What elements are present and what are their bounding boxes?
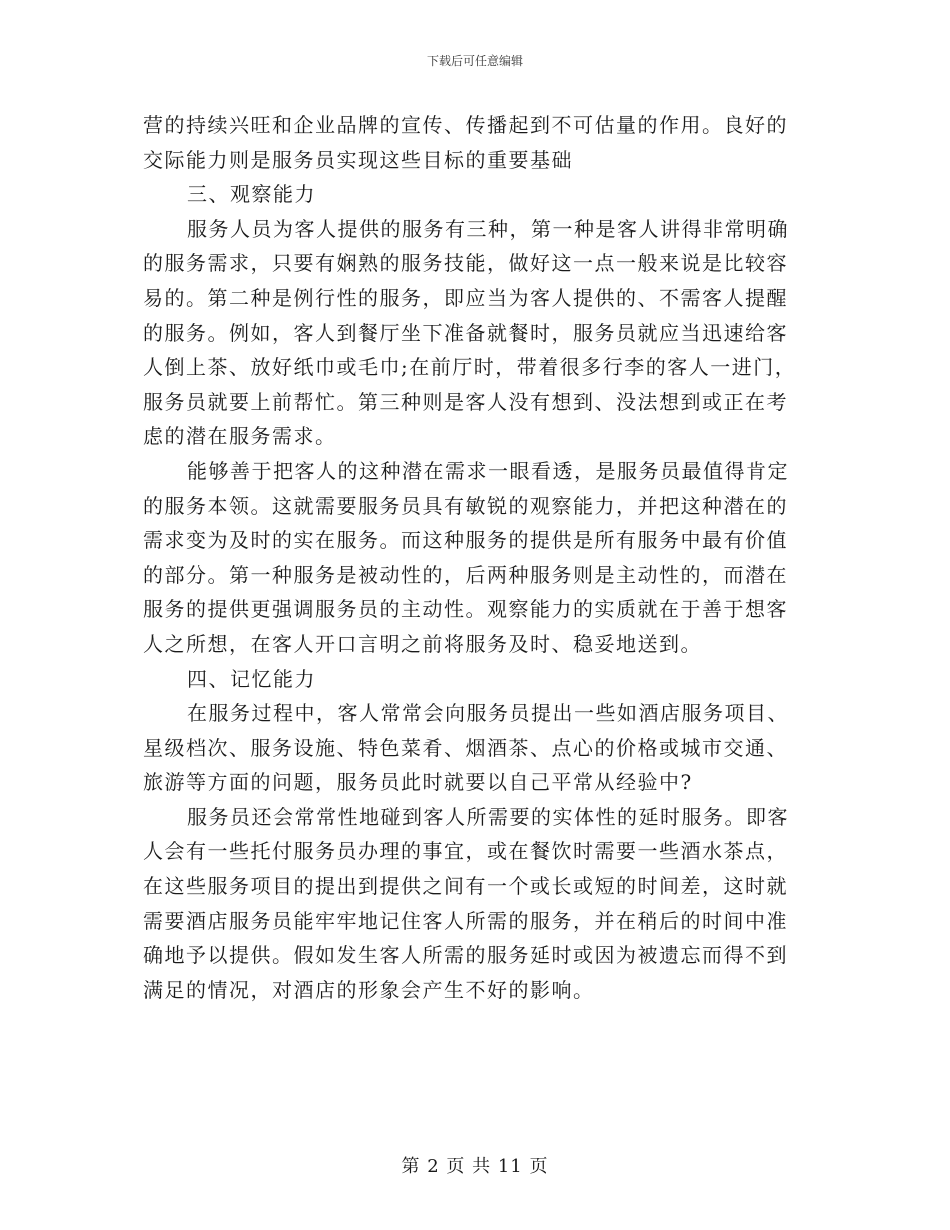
text-line: 人会有一些托付服务员办理的事宜，或在餐饮时需要一些酒水茶点，	[143, 839, 788, 864]
text-line: 人倒上茶、放好纸巾或毛巾;在前厅时，带着很多行李的客人一进门，	[143, 355, 797, 380]
text-line: 星级档次、服务设施、特色菜肴、烟酒茶、点心的价格或城市交通、	[143, 735, 788, 760]
text-line: 在服务过程中，客人常常会向服务员提出一些如酒店服务项目、	[187, 701, 789, 726]
text-line: 营的持续兴旺和企业品牌的宣传、传播起到不可估量的作用。良好的	[143, 113, 788, 137]
text-line: 的部分。第一种服务是被动性的，后两种服务则是主动性的，而潜在	[143, 562, 788, 587]
text-line: 能够善于把客人的这种潜在需求一眼看透，是服务员最值得肯定	[187, 458, 789, 483]
page-number: 第 2 页 共 11 页	[401, 1156, 549, 1177]
text-line: 需求变为及时的实在服务。而这种服务的提供是所有服务中最有价值	[143, 528, 788, 553]
text-line: 需要酒店服务员能牢牢地记住客人所需的服务，并在稍后的时间中准	[143, 908, 788, 933]
text-line: 虑的潜在服务需求。	[143, 424, 337, 449]
text-line: 服务人员为客人提供的服务有三种，第一种是客人讲得非常明确	[187, 216, 789, 241]
text-line: 交际能力则是服务员实现这些目标的重要基础	[143, 147, 573, 172]
text-line: 的服务本领。这就需要服务员具有敏锐的观察能力，并把这种潜在的	[143, 493, 788, 518]
section-heading-observation: 三、观察能力	[187, 182, 316, 207]
text-line: 的服务需求，只要有娴熟的服务技能，做好这一点一般来说是比较容	[143, 251, 788, 276]
header-note: 下载后可任意编辑	[426, 54, 523, 68]
section-heading-memory: 四、记忆能力	[187, 666, 316, 691]
text-line: 在这些服务项目的提出到提供之间有一个或长或短的时间差，这时就	[143, 874, 788, 899]
body-text	[143, 108, 809, 1007]
text-line: 服务员就要上前帮忙。第三种则是客人没有想到、没法想到或正在考	[143, 389, 788, 414]
text-line: 人之所想，在客人开口言明之前将服务及时、稳妥地送到。	[143, 631, 702, 656]
text-line: 旅游等方面的问题，服务员此时就要以自己平常从经验中?	[143, 770, 693, 795]
text-line: 服务的提供更强调服务员的主动性。观察能力的实质就在于善于想客	[143, 597, 788, 622]
text-line: 服务员还会常常性地碰到客人所需要的实体性的延时服务。即客	[187, 804, 789, 829]
text-line: 的服务。例如，客人到餐厅坐下准备就餐时，服务员就应当迅速给客	[143, 320, 788, 345]
text-line: 满足的情况，对酒店的形象会产生不好的影响。	[143, 977, 595, 1002]
text-line: 易的。第二种是例行性的服务，即应当为客人提供的、不需客人提醒	[143, 285, 788, 310]
text-line: 确地予以提供。假如发生客人所需的服务延时或因为被遗忘而得不到	[143, 943, 788, 968]
